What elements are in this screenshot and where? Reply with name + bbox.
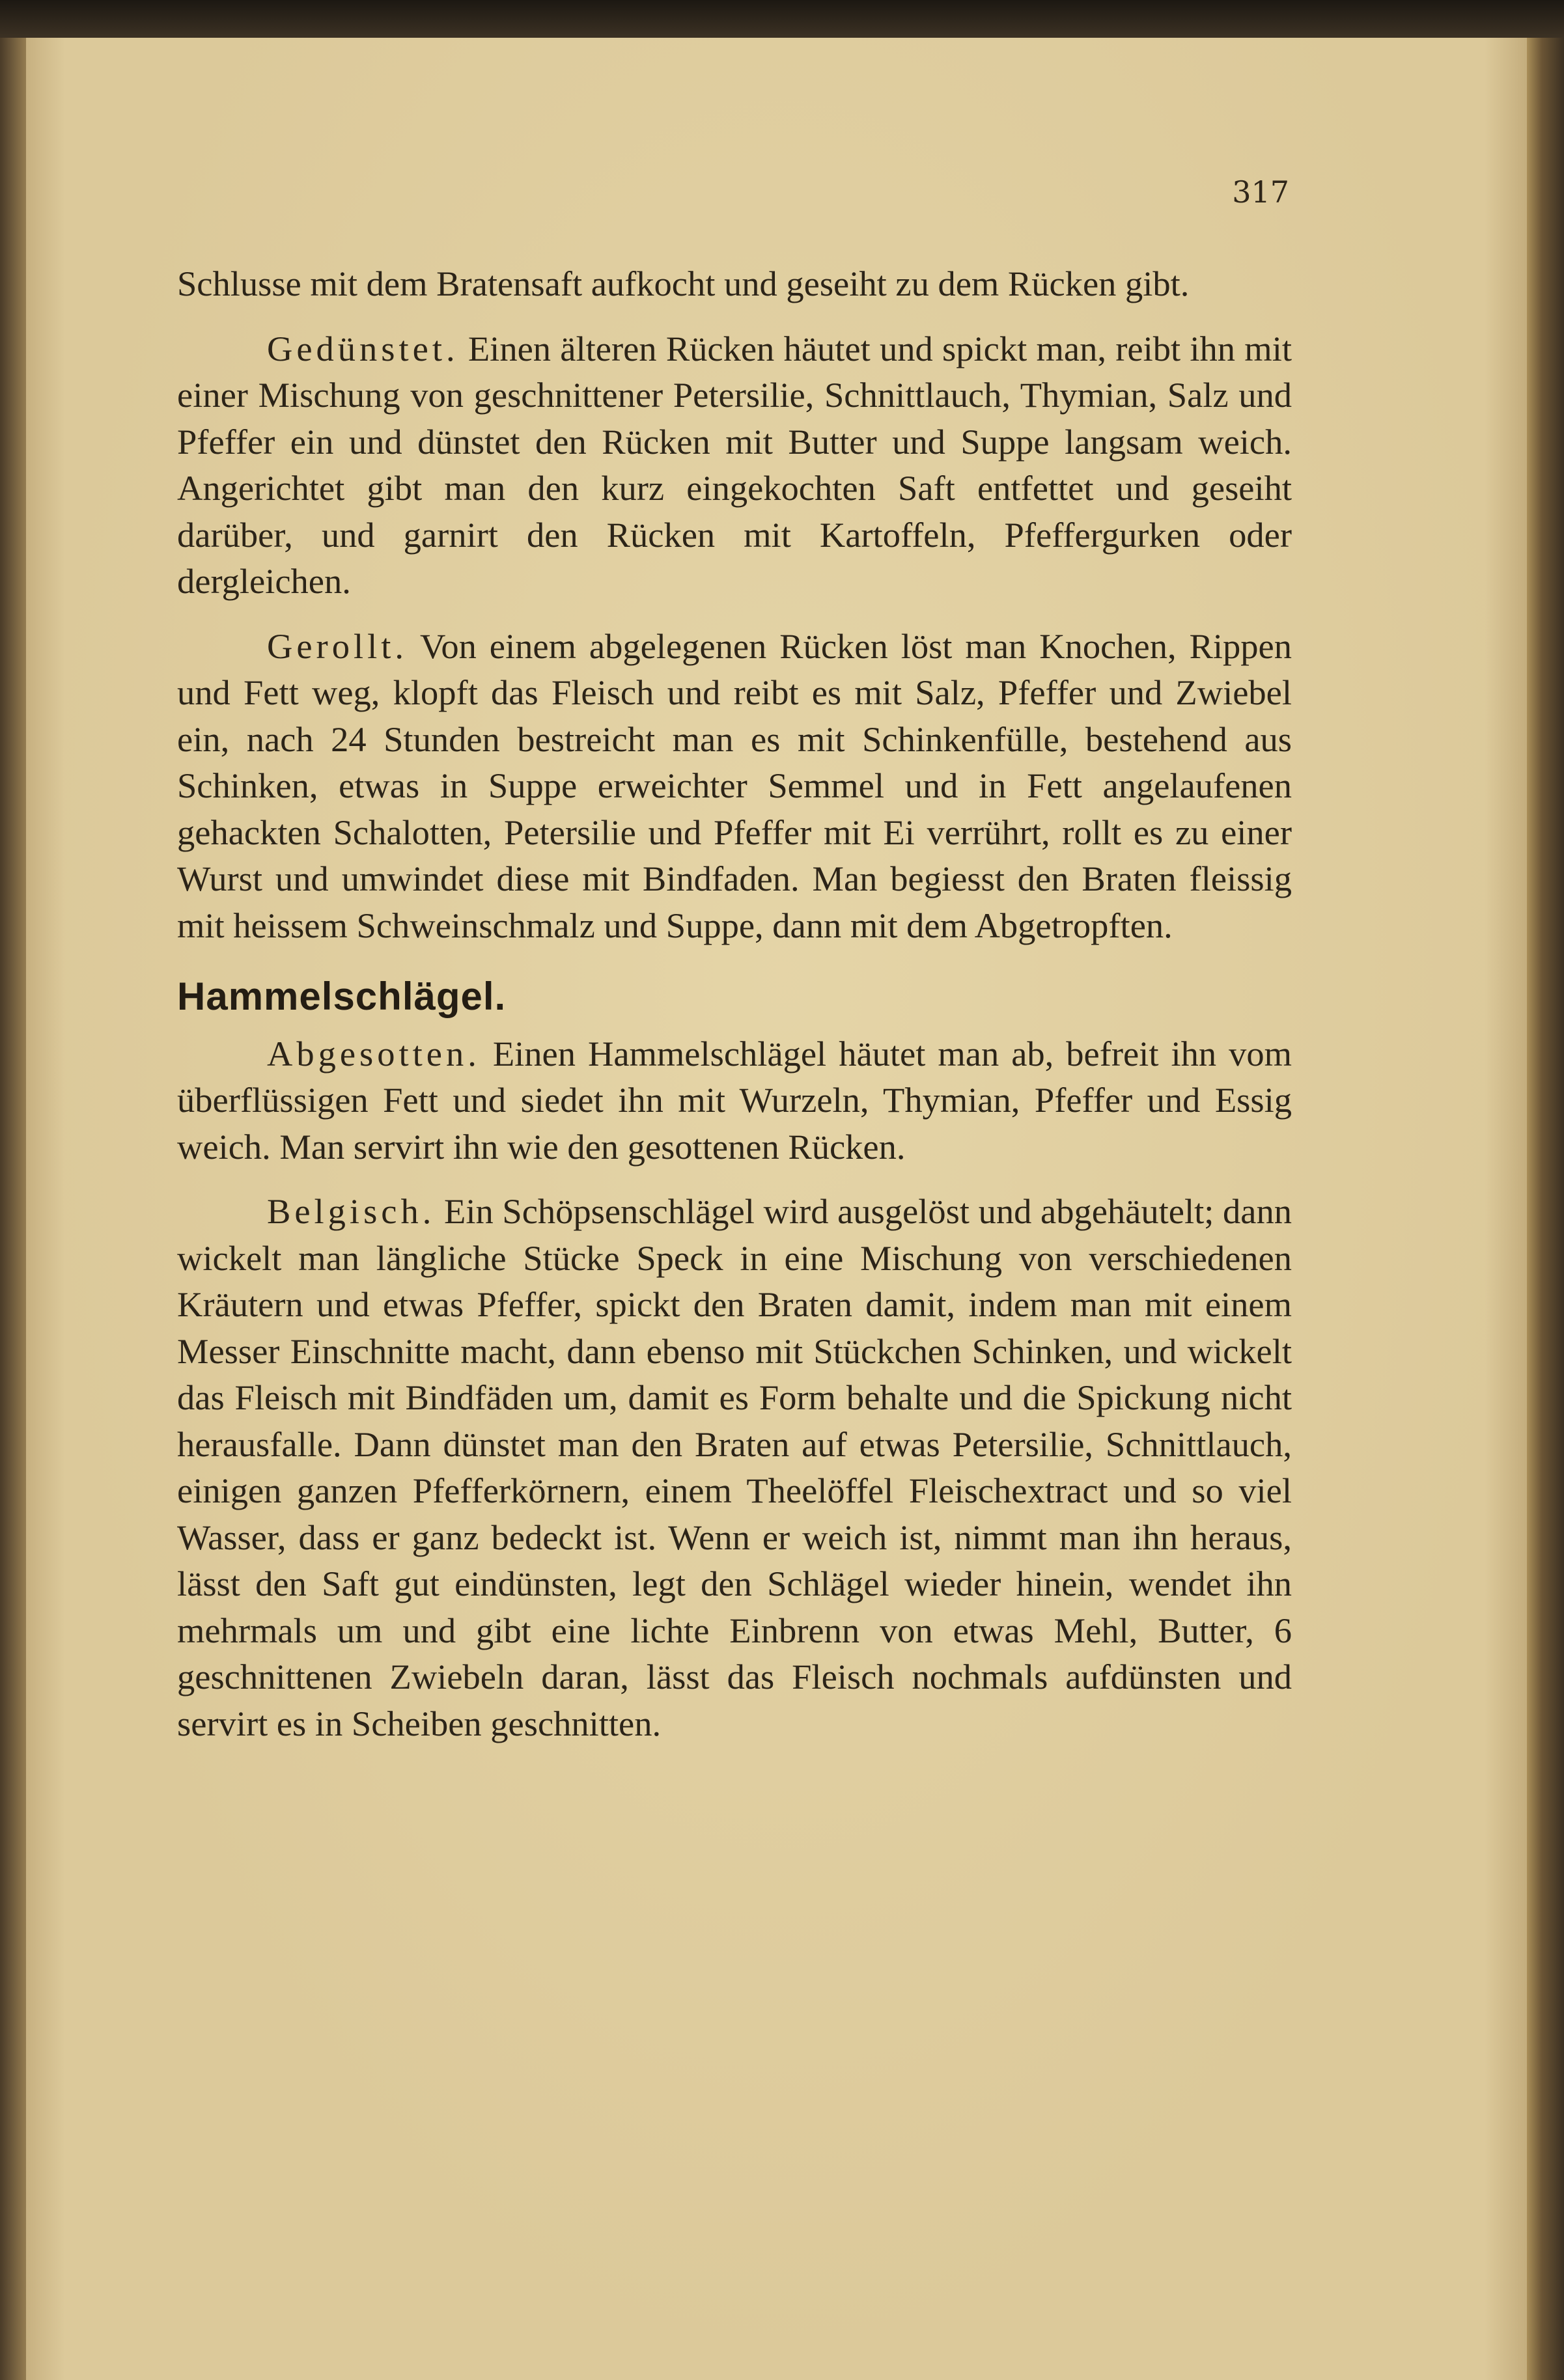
paragraph-text: Schlusse mit dem Bratensaft aufkocht und geseiht zu dem Rücken gibt.	[177, 264, 1190, 303]
page-number: 317	[1232, 174, 1289, 210]
paragraph-geduenstet	[177, 325, 1292, 605]
section-heading: Hammelschlägel.	[177, 975, 507, 1018]
paragraph-text: Einen älteren Rücken häutet und spickt man, reibt ihn mit einer Mischung von geschnittener Petersilie, Schnittlauch, Thymian, Salz und Pfeffer ein und dünstet den Rücken mit Butter und Suppe langsam weich. Angerichtet gibt man den kurz eingekochten Saft entfettet und geseiht darüber, und garnirt den Rücken mit Kartoffeln, Pfeffergurken oder dergleichen.	[177, 328, 1292, 601]
paragraph-belgisch	[177, 1188, 1292, 1747]
paragraph-lead: Gerollt.	[267, 626, 408, 666]
paragraph-continuation	[177, 260, 1292, 307]
paragraph-lead: Belgisch.	[267, 1191, 436, 1231]
paragraph-gerollt	[177, 623, 1292, 949]
paragraph-text: Ein Schöpsenschlägel wird ausgelöst und abgehäutelt; dann wickelt man längliche Stücke Speck in eine Mischung von verschiedenen Kräutern und etwas Pfeffer, spickt den Braten damit, indem man mit einem Messer Einschnitte macht, dann ebenso mit Stückchen Schinken, und wickelt das Fleisch mit Bindfäden um, damit es Form behalte und die Spickung nicht herausfalle. Dann dünstet man den Braten auf etwas Petersilie, Schnittlauch, einigen ganzen Pfefferkörnern, einem Theelöffel Fleischextract und so viel Wasser, dass er ganz bedeckt ist. Wenn er weich ist, nimmt man ihn heraus, lässt den Saft gut eindünsten, legt den Schlägel wieder hinein, wendet ihn mehrmals um und gibt eine lichte Einbrenn von etwas Mehl, Butter, 6 geschnittenen Zwiebeln daran, lässt das Fleisch nochmals aufdünsten und servirt es in Scheiben geschnitten.	[177, 1191, 1292, 1743]
paragraph-text: Von einem abgelegenen Rücken löst man Knochen, Rippen und Fett weg, klopft das Fleisch und reibt es mit Salz, Pfeffer und Zwiebel ein, nach 24 Stunden bestreicht man es mit Schinkenfülle, bestehend aus Schinken, etwas in Suppe erweichter Semmel und in Fett angelaufenen gehackten Schalotten, Petersilie und Pfeffer mit Ei verrührt, rollt es zu einer Wurst und umwindet diese mit Bindfaden. Man begiesst den Braten fleissig mit heissem Schweinschmalz und Suppe, dann mit dem Abgetropften.	[177, 626, 1292, 945]
page-body	[177, 260, 1292, 1747]
scan-top-edge	[0, 0, 1564, 40]
paragraph-lead: Gedünstet.	[267, 328, 459, 368]
page-right-edge	[1527, 38, 1564, 2380]
paragraph-lead: Abgesotten.	[267, 1033, 481, 1073]
paragraph-abgesotten	[177, 1031, 1292, 1170]
paragraph-text: Einen Hammelschlägel häutet man ab, befreit ihn vom überflüssigen Fett und siedet ihn mit Wurzeln, Thymian, Pfeffer und Essig weich. Man servirt ihn wie den gesottenen Rücken.	[177, 1033, 1292, 1167]
